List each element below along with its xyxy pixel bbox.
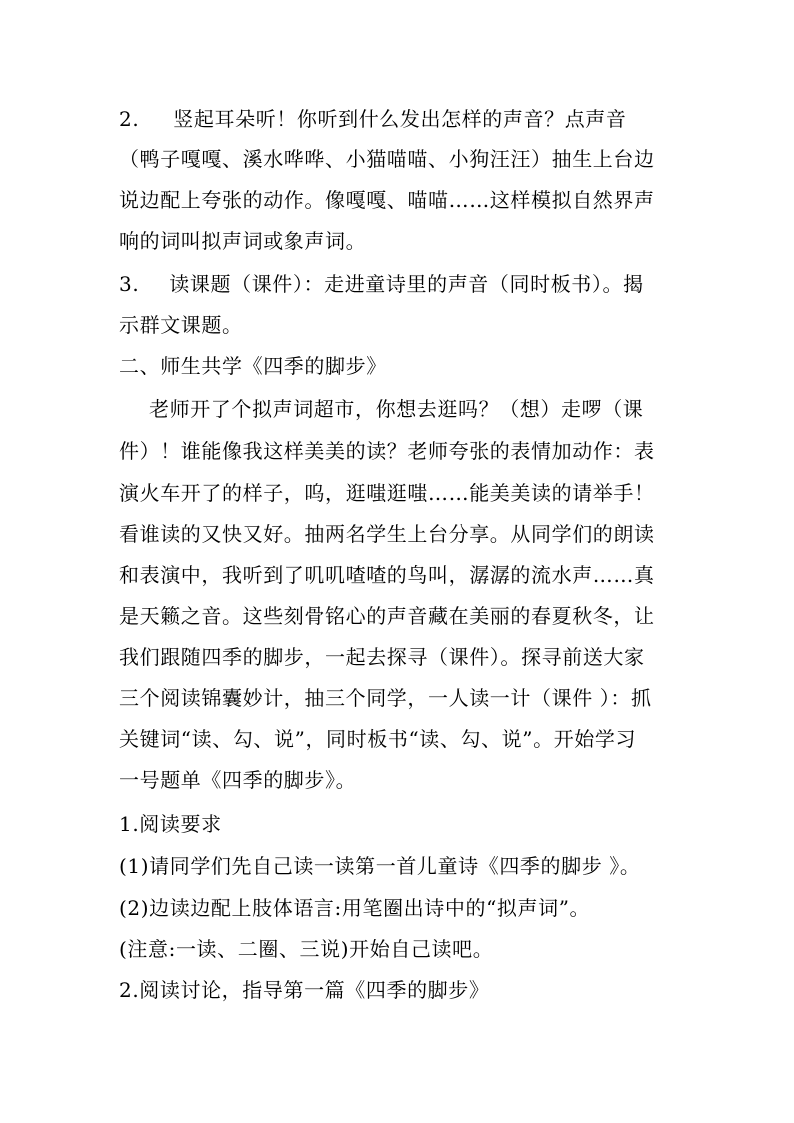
paragraph-line-6: 是天籁之音。这些刻骨铭心的声音藏在美丽的春夏秋冬，让: [119, 604, 655, 628]
paragraph-line-5: 和表演中，我听到了叽叽喳喳的鸟叫，潺潺的流水声……真: [119, 563, 655, 587]
requirement-1: (1)请同学们先自己读一读第一首儿童诗《四季的脚步 》。: [119, 854, 641, 878]
paragraph-line-2: 件）！谁能像我这样美美的读？老师夸张的表情加动作：表: [119, 439, 655, 463]
paragraph-line-9: 关键词“读、勾、说”，同时板书“读、勾、说”。开始学习: [119, 727, 637, 751]
item3-line2: 示群文课题。: [119, 313, 243, 337]
paragraph-line-1: 老师开了个拟声词超市，你想去逛吗？（想）走啰（课: [149, 397, 644, 421]
item3-text-1: 读课题（课件）：走进童诗里的声音（同时板书）。揭: [169, 272, 644, 296]
discussion-title: 2.阅读讨论，指导第一篇《四季的脚步》: [119, 978, 490, 1002]
requirement-2: (2)边读边配上肢体语言:用笔圈出诗中的“拟声词”。: [119, 896, 591, 920]
item2-line4: 响的词叫拟声词或象声词。: [119, 229, 367, 253]
item2-line1: [119, 107, 679, 131]
paragraph-line-3: 演火车开了的样子，呜，逛嗤逛嗤……能美美读的请举手！: [119, 481, 655, 505]
item2-text-1: 竖起耳朵听！你听到什么发出怎样的声音？点声音: [173, 107, 627, 131]
item2-line2: （鸭子嘎嘎、溪水哗哗、小猫喵喵、小狗汪汪）抽生上台边: [119, 147, 655, 171]
reading-requirements-title: 1.阅读要求: [119, 812, 222, 836]
paragraph-line-10: 一号题单《四季的脚步》。: [119, 768, 357, 792]
item3-number: 3.: [119, 272, 140, 296]
item2-line3: 说边配上夸张的动作。像嘎嘎、喵喵……这样模拟自然界声: [119, 188, 655, 212]
item3-line1: [119, 272, 679, 296]
paragraph-line-4: 看谁读的又快又好。抽两名学生上台分享。从同学们的朗读: [119, 522, 655, 546]
requirement-3: (注意:一读、二圈、三说)开始自己读吧。: [119, 937, 494, 961]
item2-number: 2.: [119, 107, 140, 131]
paragraph-line-7: 我们跟随四季的脚步，一起去探寻（课件）。探寻前送大家: [119, 645, 645, 669]
paragraph-line-8: 三个阅读锦囊妙计，抽三个同学，一人读一计（课件 ）：抓: [119, 686, 652, 710]
section-heading: 二、师生共学《四季的脚步》: [119, 354, 387, 378]
